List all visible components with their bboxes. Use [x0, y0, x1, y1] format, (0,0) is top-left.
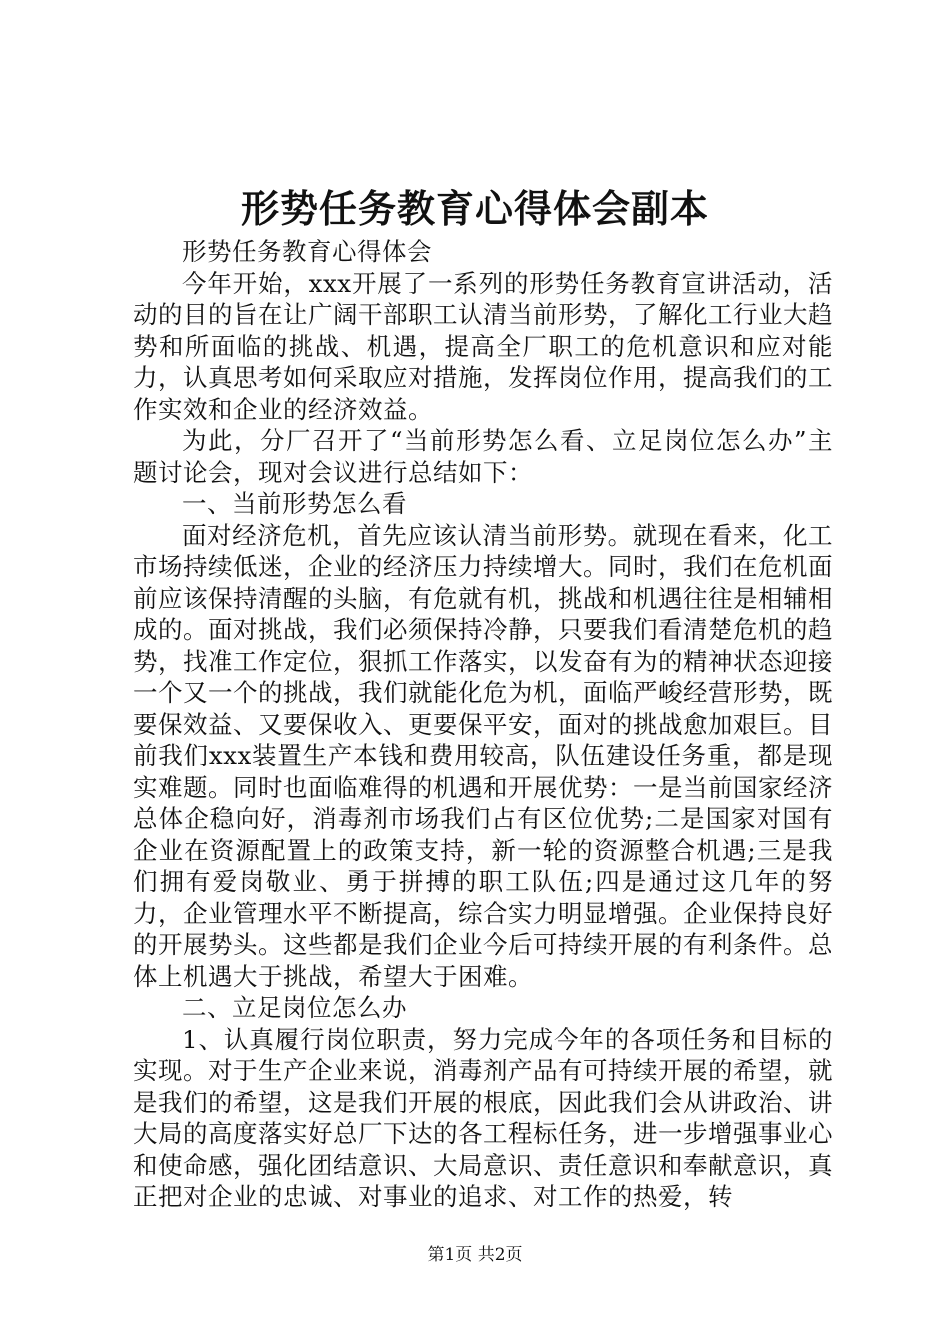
situation-paragraph: 面对经济危机，首先应该认清当前形势。就现在看来，化工市场持续低迷，企业的经济压力持续增大。同时，我们在危机面前应该保持清醒的头脑，有危就有机，挑战和机遇往往是相辅相成的。面对挑战，我们必须保持冷静，只要我们看清楚危机的趋势，找准工作定位，狠抓工作落实，以发奋有为的精神状态迎接一个又一个的挑战，我们就能化危为机，面临严峻经营形势，既要保效益、又要保收入、更要保平安，面对的挑战愈加艰巨。目前我们xxx装置生产本钱和费用较高，队伍建设任务重，都是现实难题。同时也面临难得的机遇和开展优势：一是当前国家经济总体企稳向好，消毒剂市场我们占有区位优势;二是国家对国有企业在资源配置上的政策支持，新一轮的资源整合机遇;三是我们拥有爱岗敬业、勇于拼搏的职工队伍;四是通过这几年的努力，企业管理水平不断提高，综合实力明显增强。企业保持良好的开展势头。这些都是我们企业今后可持续开展的有利条件。总体上机遇大于挑战，希望大于困难。: [133, 520, 833, 991]
document-body: [133, 236, 833, 1213]
section-heading-1: 一、当前形势怎么看: [182, 489, 407, 518]
duty-paragraph: 1、认真履行岗位职责，努力完成今年的各项任务和目标的实现。对于生产企业来说，消毒剂产品有可持续开展的希望，就是我们的希望，这是我们开展的根底，因此我们会从讲政治、讲大局的高度落实好总厂下达的各工程标任务，进一步增强事业心和使命感，强化团结意识、大局意识、责任意识和奉献意识，真正把对企业的忠诚、对事业的追求、对工作的热爱，转: [133, 1024, 833, 1211]
intro-paragraph: 今年开始，xxx开展了一系列的形势任务教育宣讲活动，活动的目的旨在让广阔干部职工认清当前形势，了解化工行业大趋势和所面临的挑战、机遇，提高全厂职工的危机意识和应对能力，认真思考如何采取应对措施，发挥岗位作用，提高我们的工作实效和企业的经济效益。: [133, 268, 833, 424]
section-heading-2: 二、立足岗位怎么办: [182, 993, 407, 1022]
page-footer: 第1页 共2页: [427, 1245, 523, 1265]
subtitle-paragraph: 形势任务教育心得体会: [182, 237, 432, 266]
document-title: 形势任务教育心得体会副本: [240, 186, 709, 231]
meeting-paragraph: 为此，分厂召开了“当前形势怎么看、立足岗位怎么办”主题讨论会，现对会议进行总结如下：: [133, 426, 833, 487]
